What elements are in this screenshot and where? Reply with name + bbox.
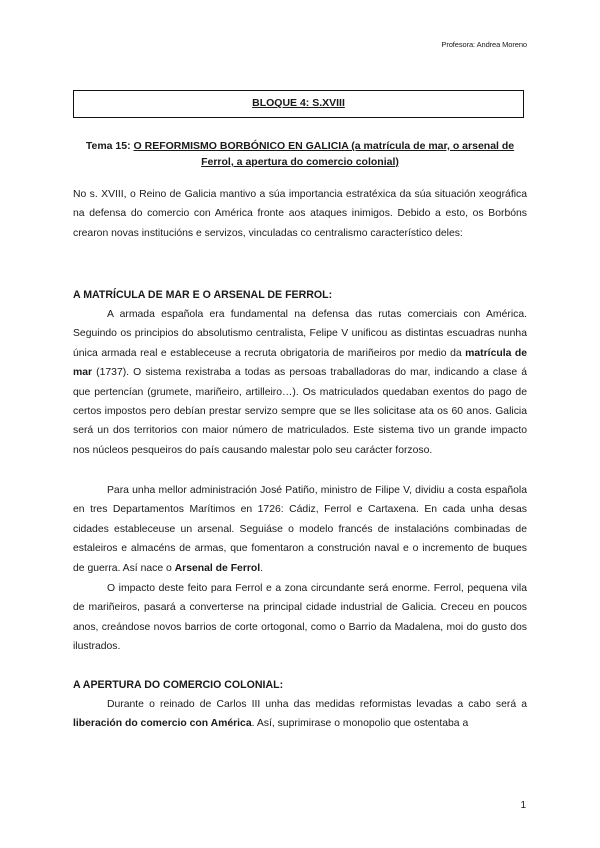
text-run: Durante o reinado de Carlos III unha das medidas reformistas levadas a cabo será a [107, 699, 527, 710]
tema-title [73, 138, 527, 170]
paragraph-comercio [73, 695, 527, 734]
intro-paragraph: No s. XVIII, o Reino de Galicia mantivo a súa importancia estratéxica da súa situación xeográfica na defensa do comercio con América fronte aos ataques inimigos. Debido a esto, os Borbóns crearon novas institucións e servizos, vinculadas co centralismo característico deles: [73, 189, 527, 239]
teacher-name: Profesora: Andrea Moreno [441, 40, 527, 49]
paragraph-arsenal [73, 481, 527, 578]
bold-term-matricula: matrícula de mar [73, 347, 527, 379]
paragraph-impacto: O impacto deste feito para Ferrol e a zona circundante será enorme. Ferrol, pequena vila de mariñeiros, pasará a converterse na principal cidade industrial de Galicia. Creceu en poucos anos, creándose novos barrios de corte ortogonal, como o Barrio da Madalena, moi do gusto dos ilustrados. [73, 583, 527, 653]
text-run: . [260, 562, 264, 574]
tema-title-text: O REFORMISMO BORBÓNICO EN GALICIA (a matrícula de mar, o arsenal de Ferrol, a apertura do comercio colonial) [133, 140, 515, 168]
section-heading-comercio: A APERTURA DO COMERCIO COLONIAL: [73, 679, 284, 691]
tema-prefix: Tema 15: [85, 140, 134, 152]
text-run: . Así, suprimirase o monopolio que ostentaba a [251, 718, 469, 730]
bold-term-arsenal: Arsenal de Ferrol [174, 562, 261, 574]
page-number: 1 [520, 800, 526, 811]
bloque-title-box [73, 90, 524, 118]
section-heading-matricula: A MATRÍCULA DE MAR E O ARSENAL DE FERROL: [73, 289, 333, 301]
paragraph-matricula [73, 305, 527, 460]
text-run: (1737). O sistema rexistraba a todas as persoas traballadoras do mar, indicando a clase á que pertencían (grumete, mariñeiro, artilleiro…). Os matriculados quedaban exentos do pago de certos impostos pero debían prestar servizo sempre que se lles solicitase ata os 60 anos. Galicia será un dos territorios con maior número de matriculados. Este sistema tivo un grande impacto nos núcleos pesqueiros do país causando malestar polo seu carácter forzoso. [73, 367, 527, 456]
text-run: A armada española era fundamental na defensa das rutas comerciais con América. Seguindo os principios do absolutismo centralista, Felipe V unificou as distintas escuadras nunha única armada real e estableceuse a recruta obrigatoria de mariñeiros por medio da [73, 309, 527, 359]
bloque-title: BLOQUE 4: S.XVIII [252, 97, 345, 109]
bold-term-liberacion: liberación do comercio con América [73, 718, 252, 730]
text-run: Para unha mellor administración José Patiño, ministro de Filipe V, dividiu a costa española en tres Departamentos Marítimos en 1726: Cádiz, Ferrol e Cartaxena. En cada unha desas cidades estableceuse un arsenal. Seguiáse o modelo francés de instalacións combinadas de estaleiros e almacéns de armas, que fomentaron a construción naval e o incremento de buques de guerra. Así nace o [73, 485, 527, 574]
